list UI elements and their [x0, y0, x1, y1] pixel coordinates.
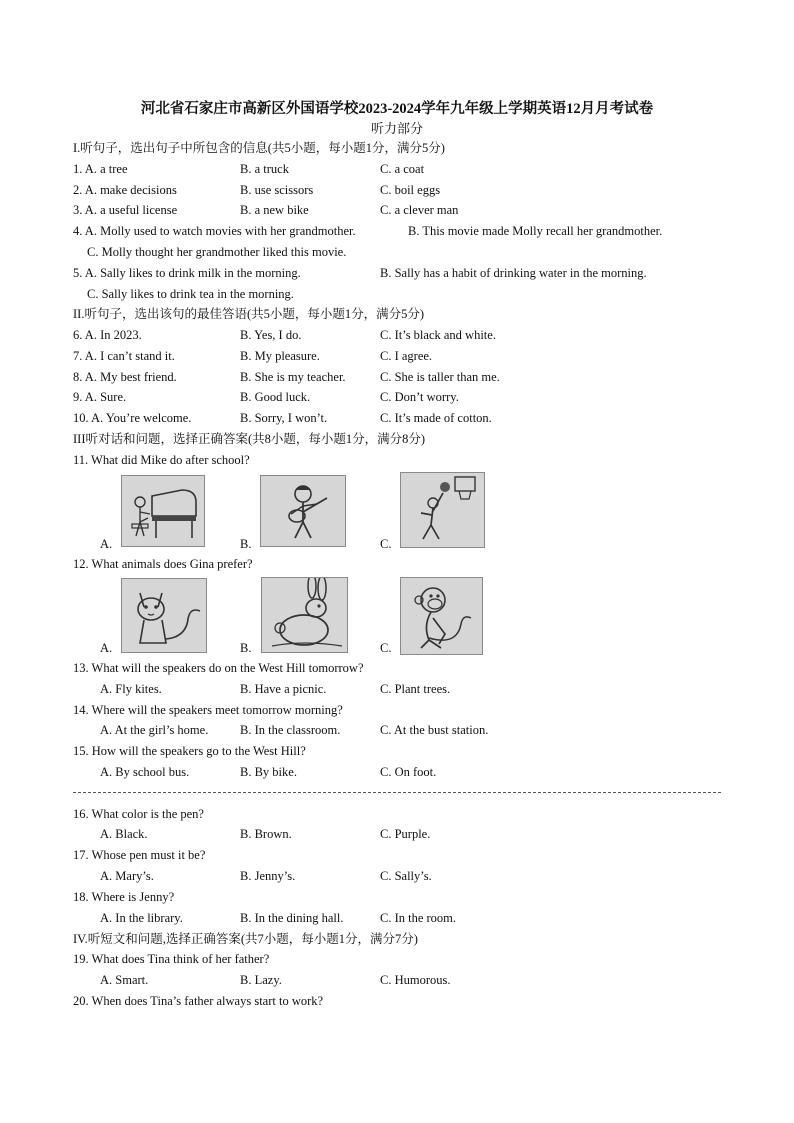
q8-option-a: 8. A. My best friend. [73, 370, 177, 384]
q11-label-b: B. [240, 537, 252, 551]
q18-question: 18. Where is Jenny? [73, 890, 175, 904]
q10-option-b: B. Sorry, I won’t. [240, 411, 328, 425]
q12-question: 12. What animals does Gina prefer? [73, 557, 253, 571]
q1-option-c: C. a coat [380, 162, 425, 176]
q17-option-b: B. Jenny’s. [240, 869, 296, 883]
q11-question: 11. What did Mike do after school? [73, 453, 250, 467]
q19-option-b: B. Lazy. [240, 973, 282, 987]
q15-question: 15. How will the speakers go to the West Hill? [73, 744, 306, 758]
q5-option-a: 5. A. Sally likes to drink milk in the morning. [73, 266, 301, 280]
q15-option-b: B. By bike. [240, 765, 297, 779]
q20-question: 20. When does Tina’s father always start to work? [73, 994, 324, 1008]
q10-option-c: C. It’s made of cotton. [380, 411, 492, 425]
exam-title: 河北省石家庄市高新区外国语学校2023-2024学年九年级上学期英语12月月考试卷 [140, 101, 654, 117]
listening-section-heading: 听力部分 [370, 121, 423, 136]
q18-option-a: A. In the library. [100, 911, 183, 925]
q13-option-a: A. Fly kites. [100, 682, 162, 696]
q6-option-b: B. Yes, I do. [240, 328, 302, 342]
basketball-player-icon [400, 472, 485, 548]
section-3-heading: III听对话和问题，选择正确答案(共8小题，每小题1分，满分8分) [73, 432, 426, 446]
q7-option-b: B. My pleasure. [240, 349, 320, 363]
q13-option-b: B. Have a picnic. [240, 682, 327, 696]
q14-option-c: C. At the bust station. [380, 723, 489, 737]
q16-question: 16. What color is the pen? [73, 807, 204, 821]
dashed-divider [73, 792, 721, 793]
q13-option-c: C. Plant trees. [380, 682, 451, 696]
q18-option-c: C. In the room. [380, 911, 457, 925]
q19-option-a: A. Smart. [100, 973, 149, 987]
q6-option-a: 6. A. In 2023. [73, 328, 142, 342]
q7-option-a: 7. A. I can’t stand it. [73, 349, 175, 363]
monkey-icon [400, 577, 483, 655]
section-4-heading: IV.听短文和问题,选择正确答案(共7小题，每小题1分，满分7分) [73, 932, 418, 946]
q3-option-c: C. a clever man [380, 203, 459, 217]
cat-icon [121, 578, 207, 653]
q10-option-a: 10. A. You’re welcome. [73, 411, 192, 425]
q4-option-b: B. This movie made Molly recall her grandmother. [408, 224, 663, 238]
piano-icon [121, 475, 205, 547]
q19-question: 19. What does Tina think of her father? [73, 952, 270, 966]
q3-option-b: B. a new bike [240, 203, 309, 217]
q8-option-b: B. She is my teacher. [240, 370, 346, 384]
q2-option-b: B. use scissors [240, 183, 314, 197]
q9-option-c: C. Don’t worry. [380, 390, 459, 404]
q17-option-a: A. Mary’s. [100, 869, 154, 883]
q1-option-b: B. a truck [240, 162, 289, 176]
q12-label-c: C. [380, 641, 392, 655]
guitar-player-icon [260, 475, 346, 547]
q5-option-b: B. Sally has a habit of drinking water in the morning. [380, 266, 647, 280]
section-2-heading: II.听句子，选出该句的最佳答语(共5小题，每小题1分，满分5分) [73, 307, 425, 321]
q4-option-a: 4. A. Molly used to watch movies with her grandmother. [73, 224, 356, 238]
q9-option-b: B. Good luck. [240, 390, 311, 404]
q11-label-c: C. [380, 537, 392, 551]
q12-label-a: A. [100, 641, 113, 655]
section-1-heading: I.听句子，选出句子中所包含的信息(共5小题，每小题1分，满分5分) [73, 141, 445, 155]
q16-option-c: C. Purple. [380, 827, 431, 841]
q2-option-a: 2. A. make decisions [73, 183, 177, 197]
rabbit-icon [261, 577, 348, 653]
q13-question: 13. What will the speakers do on the West Hill tomorrow? [73, 661, 364, 675]
q17-question: 17. Whose pen must it be? [73, 848, 206, 862]
q12-label-b: B. [240, 641, 252, 655]
q18-option-b: B. In the dining hall. [240, 911, 344, 925]
q11-label-a: A. [100, 537, 113, 551]
q14-option-b: B. In the classroom. [240, 723, 341, 737]
q2-option-c: C. boil eggs [380, 183, 441, 197]
q3-option-a: 3. A. a useful license [73, 203, 178, 217]
q6-option-c: C. It’s black and white. [380, 328, 496, 342]
q15-option-c: C. On foot. [380, 765, 437, 779]
q9-option-a: 9. A. Sure. [73, 390, 127, 404]
q14-question: 14. Where will the speakers meet tomorrow morning? [73, 703, 343, 717]
q5-option-c: C. Sally likes to drink tea in the morning. [87, 287, 294, 301]
q15-option-a: A. By school bus. [100, 765, 190, 779]
q7-option-c: C. I agree. [380, 349, 433, 363]
q1-option-a: 1. A. a tree [73, 162, 128, 176]
q17-option-c: C. Sally’s. [380, 869, 432, 883]
q14-option-a: A. At the girl’s home. [100, 723, 209, 737]
q4-option-c: C. Molly thought her grandmother liked this movie. [87, 245, 347, 259]
q19-option-c: C. Humorous. [380, 973, 451, 987]
q16-option-a: A. Black. [100, 827, 148, 841]
q16-option-b: B. Brown. [240, 827, 292, 841]
q8-option-c: C. She is taller than me. [380, 370, 500, 384]
